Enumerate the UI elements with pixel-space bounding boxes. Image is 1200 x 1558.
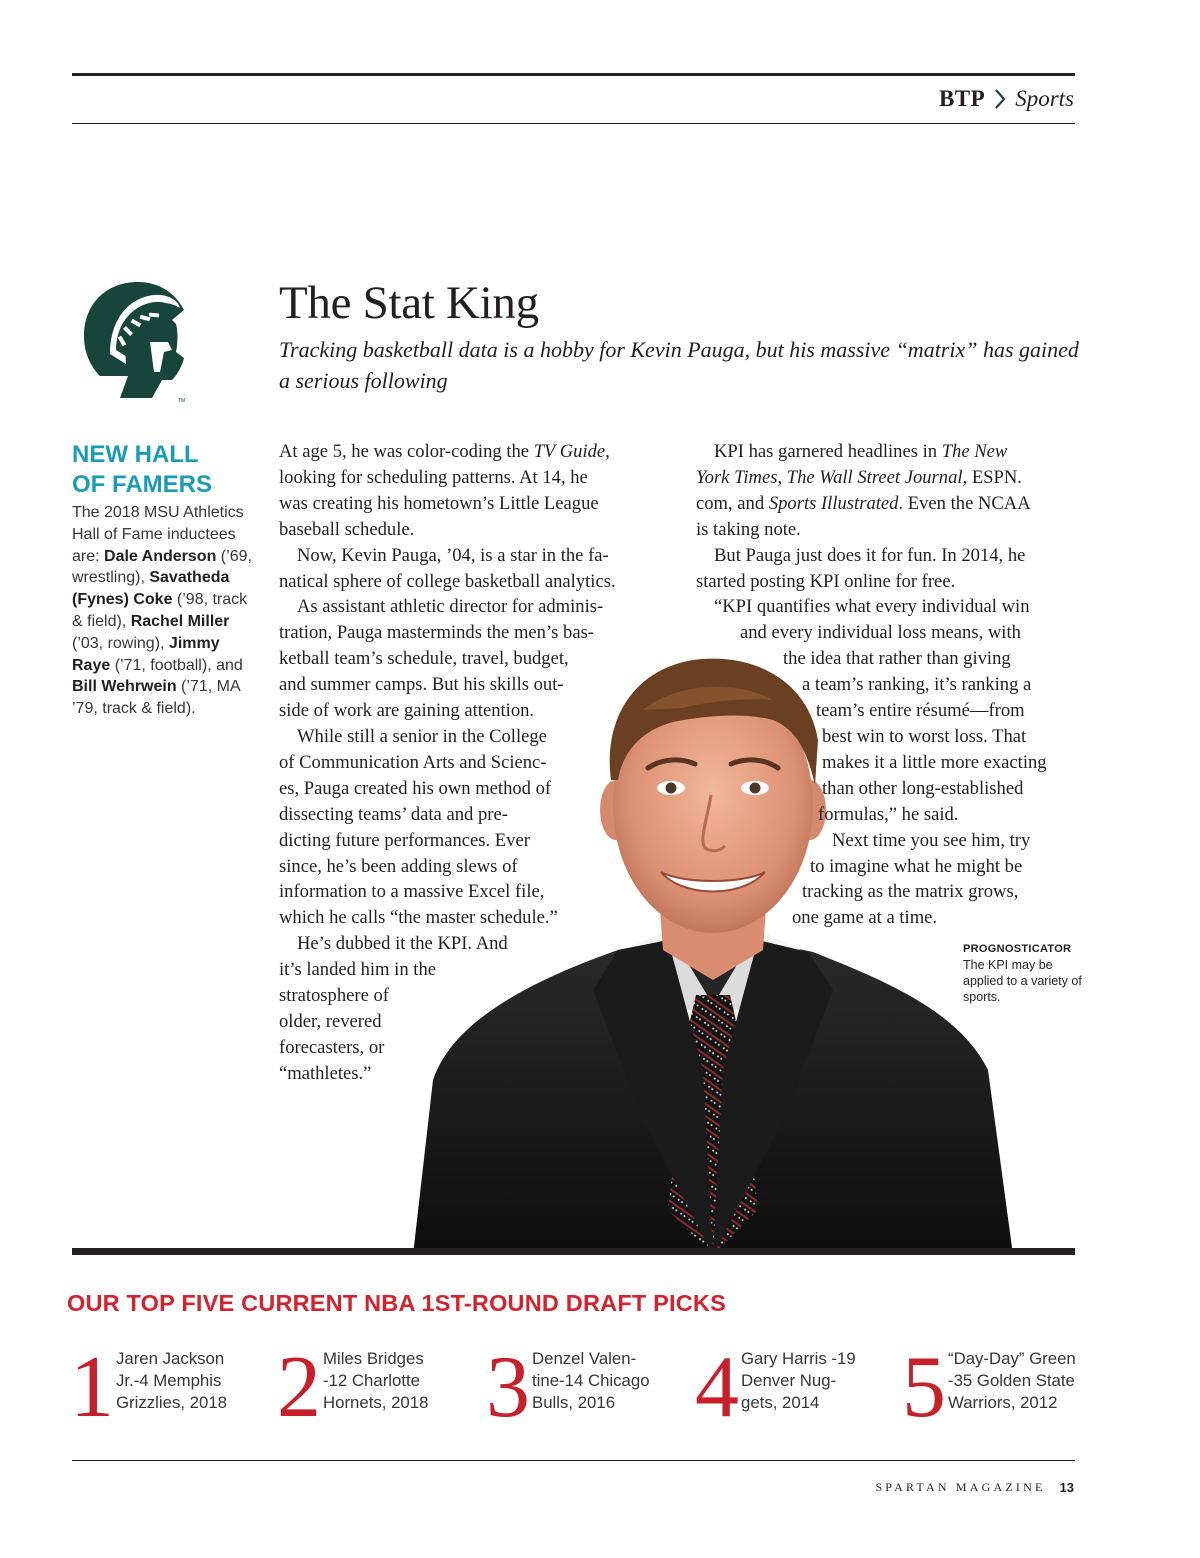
chevron-right-icon (993, 88, 1007, 110)
body-line: KPI has garnered headlines in The New (714, 441, 1008, 462)
spartan-helmet-icon (80, 280, 190, 405)
article-subtitle: Tracking basketball data is a hobby for Kevin Pauga, but his massive “matrix” has gained a serious following (279, 337, 1079, 393)
body-line: the idea that rather than giving (783, 648, 1011, 670)
body-line: best win to worst loss. That (822, 725, 1027, 747)
sidebar-intro: The 2018 MSU Athletics Hall of Fame inductees are: (72, 504, 244, 565)
body-line: to imagine what he might be (810, 855, 1023, 877)
caption-heading: PROGNOSTICATOR (963, 943, 1072, 955)
body-line: and every individual loss means, with (740, 622, 1021, 644)
body-line: Now, Kevin Pauga, ’04, is a star in the fa- (297, 544, 609, 566)
caption-text: The KPI may be applied to a variety of sports. (963, 958, 1082, 1004)
body-line: “KPI quantifies what every individual win (714, 596, 1030, 618)
body-line: natical sphere of college basketball analytics. (279, 570, 616, 592)
body-line: dissecting teams’ data and pre- (279, 803, 508, 825)
body-line: tracking as the matrix grows, (802, 881, 1019, 903)
body-column-right (696, 439, 1076, 931)
body-line: makes it a little more exacting (822, 751, 1047, 773)
page-number: 13 (1059, 1480, 1074, 1495)
draft-pick-item (695, 1339, 856, 1436)
hall-of-fame-sidebar (72, 440, 257, 720)
pick-rank: 4 (695, 1339, 739, 1436)
body-line: baseball schedule. (279, 518, 415, 540)
inductee-detail: (’98, track & field), (72, 591, 248, 630)
pick-rank: 5 (902, 1339, 946, 1436)
trademark-label: TM (178, 398, 186, 404)
pick-text: Gary Harris -19 Denver Nug- gets, 2014 (741, 1349, 856, 1412)
body-line: “mathletes.” (279, 1062, 372, 1084)
inductee-name: Jimmy Raye (72, 634, 220, 674)
body-line: it’s landed him in the (279, 959, 436, 981)
inductee-detail: (’71, football), and (110, 656, 243, 674)
body-line: dicting future performances. Ever (279, 829, 530, 851)
body-line: com, and Sports Illustrated. Even the NCAA (696, 492, 1031, 514)
sidebar-body (72, 502, 257, 720)
photo-caption (963, 941, 1083, 1005)
body-line: of Communication Arts and Scienc- (279, 751, 547, 773)
body-line: is taking note. (696, 518, 801, 540)
body-line: older, revered (279, 1010, 382, 1032)
inductee-name: Dale Anderson (104, 547, 217, 565)
inductee-detail: (’71, MA ’79, track & field). (72, 678, 240, 718)
pick-text: Denzel Valen- tine-14 Chicago Bulls, 2016 (532, 1349, 650, 1412)
breadcrumb-section: BTP (938, 86, 986, 111)
body-line: Next time you see him, try (832, 829, 1031, 851)
body-line: stratosphere of (279, 985, 389, 1007)
section-divider (72, 1248, 1075, 1255)
breadcrumb (939, 86, 1074, 112)
body-line: While still a senior in the College (297, 725, 547, 747)
inductee-name: Savatheda (Fynes) Coke (72, 569, 230, 609)
body-line: He’s dubbed it the KPI. And (297, 933, 508, 955)
draft-picks-title: OUR TOP FIVE CURRENT NBA 1ST-ROUND DRAFT PICKS (67, 1290, 726, 1316)
body-line: es, Pauga created his own method of (279, 777, 552, 799)
body-line: and summer camps. But his skills out- (279, 674, 564, 696)
inductee-detail: (’03, rowing), (72, 634, 169, 652)
pick-text: Miles Bridges -12 Charlotte Hornets, 2018 (323, 1349, 429, 1412)
body-line: tration, Pauga masterminds the men’s bas- (279, 622, 594, 644)
top-rule (72, 73, 1075, 76)
draft-pick-item (70, 1339, 227, 1436)
body-line: forecasters, or (279, 1036, 385, 1058)
body-line: a team’s ranking, it’s ranking a (802, 674, 1032, 696)
sidebar-heading: NEW HALL OF FAMERS (72, 441, 213, 498)
body-line: started posting KPI online for free. (696, 570, 956, 592)
pick-text: “Day-Day” Green -35 Golden State Warriors, 2012 (948, 1349, 1076, 1412)
pick-rank: 2 (277, 1339, 321, 1436)
body-line: formulas,” he said. (818, 803, 959, 825)
inductee-name: Rachel Miller (130, 612, 230, 630)
body-line: ketball team’s schedule, travel, budget, (279, 648, 569, 670)
body-line: information to a massive Excel file, (279, 881, 545, 903)
body-line: one game at a time. (792, 907, 938, 929)
body-line: looking for scheduling patterns. At 14, he (279, 466, 588, 488)
body-column-left (279, 439, 679, 1087)
page-footer (875, 1480, 1074, 1495)
pick-text: Jaren Jackson Jr.-4 Memphis Grizzlies, 2018 (116, 1349, 227, 1412)
body-line: York Times, The Wall Street Journal, ESPN. (696, 466, 1022, 488)
pick-rank: 3 (486, 1339, 530, 1436)
body-line: side of work are gaining attention. (279, 700, 535, 722)
draft-pick-item (486, 1339, 650, 1436)
inductee-detail: (’69, wrestling), (72, 547, 252, 587)
body-line: At age 5, he was color-coding the TV Guide, (279, 441, 610, 462)
body-line: team’s entire résumé—from (816, 700, 1025, 722)
breadcrumb-subsection: Sports (1015, 86, 1074, 111)
article-title: The Stat King (279, 277, 539, 329)
footer-rule (72, 1460, 1075, 1461)
header-rule (72, 123, 1075, 124)
draft-pick-item (277, 1339, 429, 1436)
body-line: was creating his hometown’s Little League (279, 492, 599, 514)
pick-rank: 1 (70, 1339, 114, 1436)
body-line: than other long-established (822, 777, 1024, 799)
body-line: As assistant athletic director for adminis- (297, 596, 604, 618)
body-line: which he calls “the master schedule.” (279, 907, 558, 929)
body-line: since, he’s been adding slews of (279, 855, 518, 877)
magazine-name: SPARTAN MAGAZINE (875, 1480, 1046, 1494)
inductee-name: Bill Wehrwein (72, 678, 177, 696)
body-line: But Pauga just does it for fun. In 2014, he (714, 544, 1026, 566)
draft-pick-item (902, 1339, 1076, 1436)
